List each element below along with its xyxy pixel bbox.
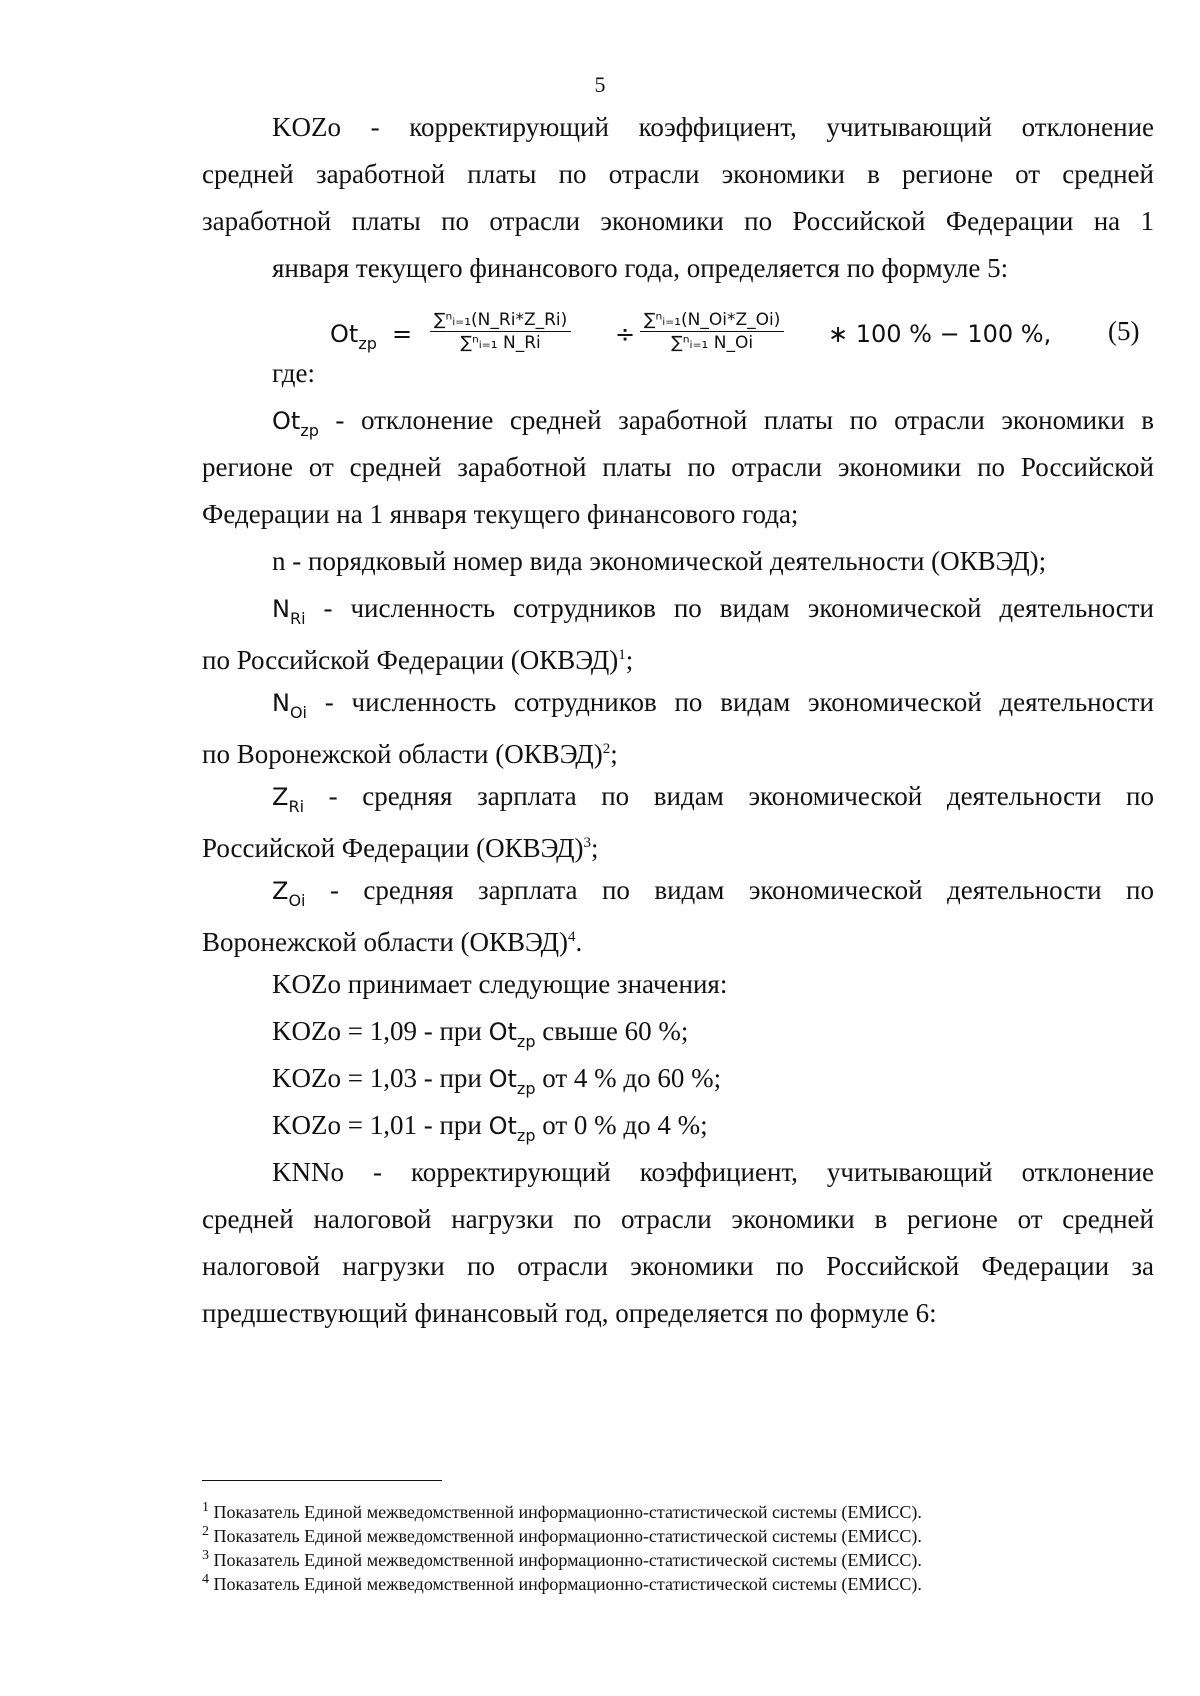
kozo-paragraph-line-4: января текущего финансового года, определяется по формуле 5: (272, 253, 1009, 283)
zri-definition-line-2: Российской Федерации (ОКВЭД)$^3$; (202, 833, 599, 863)
page-number: 5 (594, 72, 606, 97)
ot-definition-line-2: регионе от средней заработной платы по отрасли экономики по Российской (202, 452, 1154, 482)
kozo-paragraph-line-1: KOZo - корректирующий коэффициент, учитывающий отклонение (272, 112, 1154, 142)
fraction-region-numerator: ∑ⁿᵢ₌₁(N_Oi*Z_Oi) (640, 310, 784, 332)
nri-definition-line-2: по Российской Федерации (ОКВЭД)$^1$; (202, 645, 634, 675)
footnote-divider (202, 1480, 442, 1481)
knno-paragraph-line-1: KNNo - корректирующий коэффициент, учитывающий отклонение (272, 1157, 1154, 1187)
formula-number: (5) (1108, 316, 1140, 346)
zoi-definition-line-2: Воронежской области (ОКВЭД)$^4$. (202, 927, 583, 957)
footnote-ref-1: 1 (618, 647, 626, 663)
knno-paragraph-line-2: средней налоговой нагрузки по отрасли экономики в регионе от средней (202, 1204, 1154, 1234)
knno-paragraph-line-4: предшествующий финансовый год, определяется по формуле 6: (202, 1298, 937, 1328)
kozo-values-heading: KOZo принимает следующие значения: (272, 969, 728, 999)
kozo-value-1: KOZo = 1,09 - при $Ot_{zp}$ свыше 60 %; (272, 1016, 689, 1051)
kozo-paragraph-line-3: заработной платы по отрасли экономики по Российской Федерации на 1 (202, 206, 1154, 236)
formula-fraction-rf (430, 310, 571, 353)
nri-definition-line-1: $N_{Ri}$ - численность сотрудников по видам экономической деятельности (272, 593, 1154, 628)
footnote-2: $^2$ Показатель Единой межведомственной информационно-статистической системы (ЕМИСС). (202, 1524, 922, 1546)
ot-definition-line-3: Федерации на 1 января текущего финансового года; (202, 499, 799, 529)
formula-tail: ∗ 100 % − 100 %, (828, 320, 1052, 348)
footnote-4: $^4$ Показатель Единой межведомственной информационно-статистической системы (ЕМИСС). (202, 1572, 922, 1594)
ot-definition-line-1: $Ot_{zp}$ - отклонение средней заработной платы по отрасли экономики в (272, 405, 1154, 440)
formula-equals: = (392, 320, 413, 348)
footnote-ref-3: 3 (583, 835, 592, 851)
fraction-rf-numerator: ∑ⁿᵢ₌₁(N_Ri*Z_Ri) (430, 310, 571, 332)
noi-definition-line-2: по Воронежской области (ОКВЭД)$^2$; (202, 739, 618, 769)
knno-paragraph-line-3: налоговой нагрузки по отрасли экономики по Российской Федерации за (202, 1251, 1154, 1281)
footnote-3: $^3$ Показатель Единой межведомственной информационно-статистической системы (ЕМИСС). (202, 1548, 922, 1570)
where-label: где: (272, 358, 315, 388)
kozo-paragraph-line-2: средней заработной платы по отрасли экономики в регионе от средней (202, 159, 1154, 189)
footnote-ref-4: 4 (568, 929, 576, 945)
footnote-1: $^1$ Показатель Единой межведомственной информационно-статистической системы (ЕМИСС). (202, 1500, 922, 1522)
kozo-value-2: KOZo = 1,03 - при $Ot_{zp}$ от 4 % до 60 %; (272, 1063, 722, 1098)
kozo-value-3: KOZo = 1,01 - при $Ot_{zp}$ от 0 % до 4 %; (272, 1110, 708, 1145)
formula-lhs: $Ot_{zp}$ (330, 320, 377, 353)
formula-fraction-region (640, 310, 784, 353)
fraction-rf-denominator: ∑ⁿᵢ₌₁ N_Ri (460, 333, 541, 353)
formula-divide: ÷ (615, 320, 636, 348)
noi-definition-line-1: $N_{Oi}$ - численность сотрудников по видам экономической деятельности (272, 687, 1154, 722)
footnote-ref-2: 2 (602, 741, 611, 757)
zri-definition-line-1: $Z_{Ri}$ - средняя зарплата по видам экономической деятельности по (272, 781, 1154, 816)
fraction-region-denominator: ∑ⁿᵢ₌₁ N_Oi (671, 333, 754, 353)
n-definition: n - порядковый номер вида экономической деятельности (ОКВЭД); (272, 546, 1047, 576)
zoi-definition-line-1: $Z_{Oi}$ - средняя зарплата по видам экономической деятельности по (272, 875, 1154, 910)
